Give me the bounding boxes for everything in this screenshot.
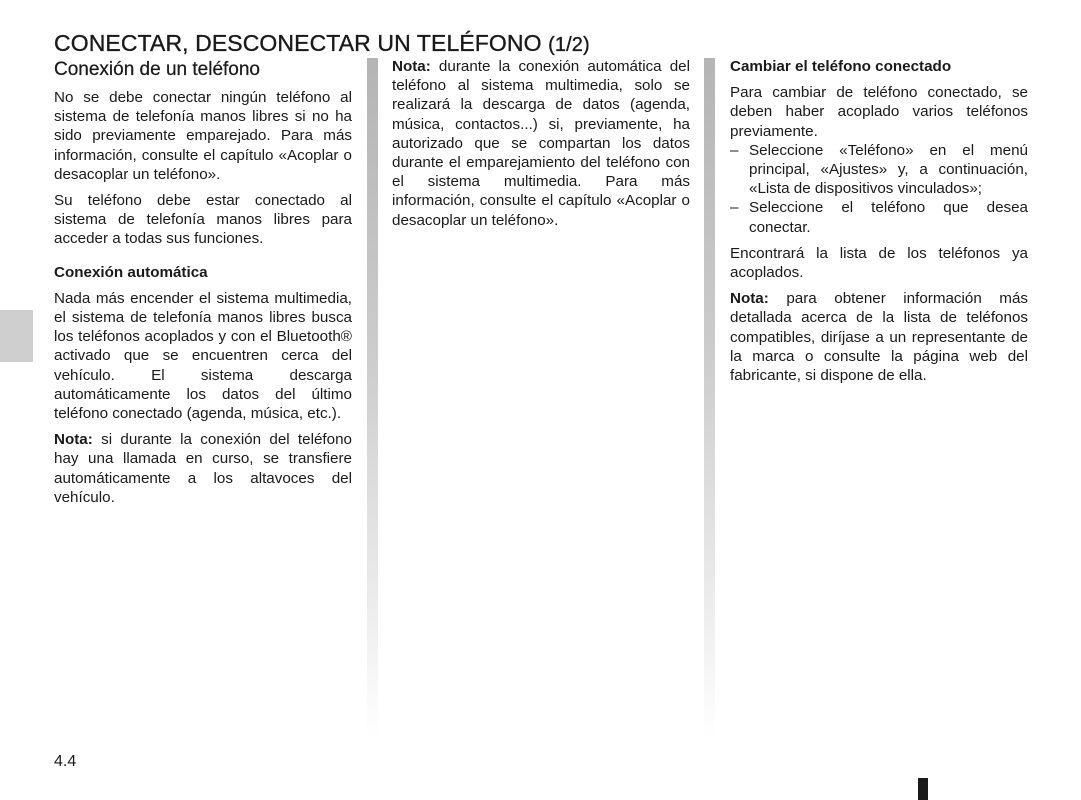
note-text: durante la conexión automática del teléfono al sistema multimedia, solo se realizará la descarga de datos (agenda, música, contactos...) si, previamente, ha autorizado que se compartan los datos durante el emparejamiento del teléfono con el sistema multimedia. Para más información, consulte el capítulo «Acoplar o desacoplar un teléfono». [392,58,690,229]
note-compatible-phones [730,289,1028,385]
page-number: 4.4 [54,753,77,770]
subheading-automatic-connection: Conexión automática [54,263,208,281]
corner-mark [918,778,928,800]
column-left [54,58,352,507]
subheading-change-phone: Cambiar el teléfono conectado [730,58,952,75]
note-text: si durante la conexión del teléfono hay una llamada en curso, se transfiere automáticamente a los altavoces del vehículo. [54,431,352,506]
page-title-text: CONECTAR, DESCONECTAR UN TELÉFONO [54,30,542,57]
column-divider-right [704,58,715,738]
paragraph-phone-list: Encontrará la lista de los teléfonos ya acoplados. [730,244,1028,282]
column-right [730,57,1028,385]
note-call-transfer [54,430,352,507]
steps-list [730,141,1028,237]
paragraph-pairing-required: No se debe conectar ningún teléfono al sistema de telefonía manos libres si no ha sido previamente emparejado. Para más información, consulte el capítulo «Acoplar o desacoplar un teléfono». [54,89,352,183]
note-label: Nota: [392,58,431,75]
paragraph-change-phone: Para cambiar de teléfono conectado, se deben haber acoplado varios teléfonos previamente. [730,84,1028,140]
column-divider-left [367,58,378,738]
step-item: – Seleccione «Teléfono» en el menú principal, «Ajustes» y, a continuación, «Lista de dispositivos vinculados»; [730,141,1028,199]
note-label: Nota: [730,290,769,308]
page-counter: (1/2) [548,34,590,57]
chapter-tab [0,310,33,362]
section-heading: Conexión de un teléfono [54,59,260,80]
page-title [54,28,1054,60]
note-text: para obtener información más detallada acerca de la lista de teléfonos compatibles, diríjase a un representante de la marca o consulte la página web del fabricante, si dispone de ella. [730,290,1028,385]
paragraph-connected-functions: Su teléfono debe estar conectado al sistema de telefonía manos libres para acceder a todas sus funciones. [54,192,352,248]
note-label: Nota: [54,431,93,449]
step-item: – Seleccione el teléfono que desea conectar. [730,198,1028,236]
column-middle [392,57,690,230]
note-data-download [392,57,690,230]
paragraph-automatic-connection: Nada más encender el sistema multimedia, el sistema de telefonía manos libres busca los teléfonos acoplados y con el Bluetooth® activado que se encuentren cerca del vehículo. El sistema descarga automáticamente los datos del último teléfono conectado (agenda, música, etc.). [54,289,352,423]
